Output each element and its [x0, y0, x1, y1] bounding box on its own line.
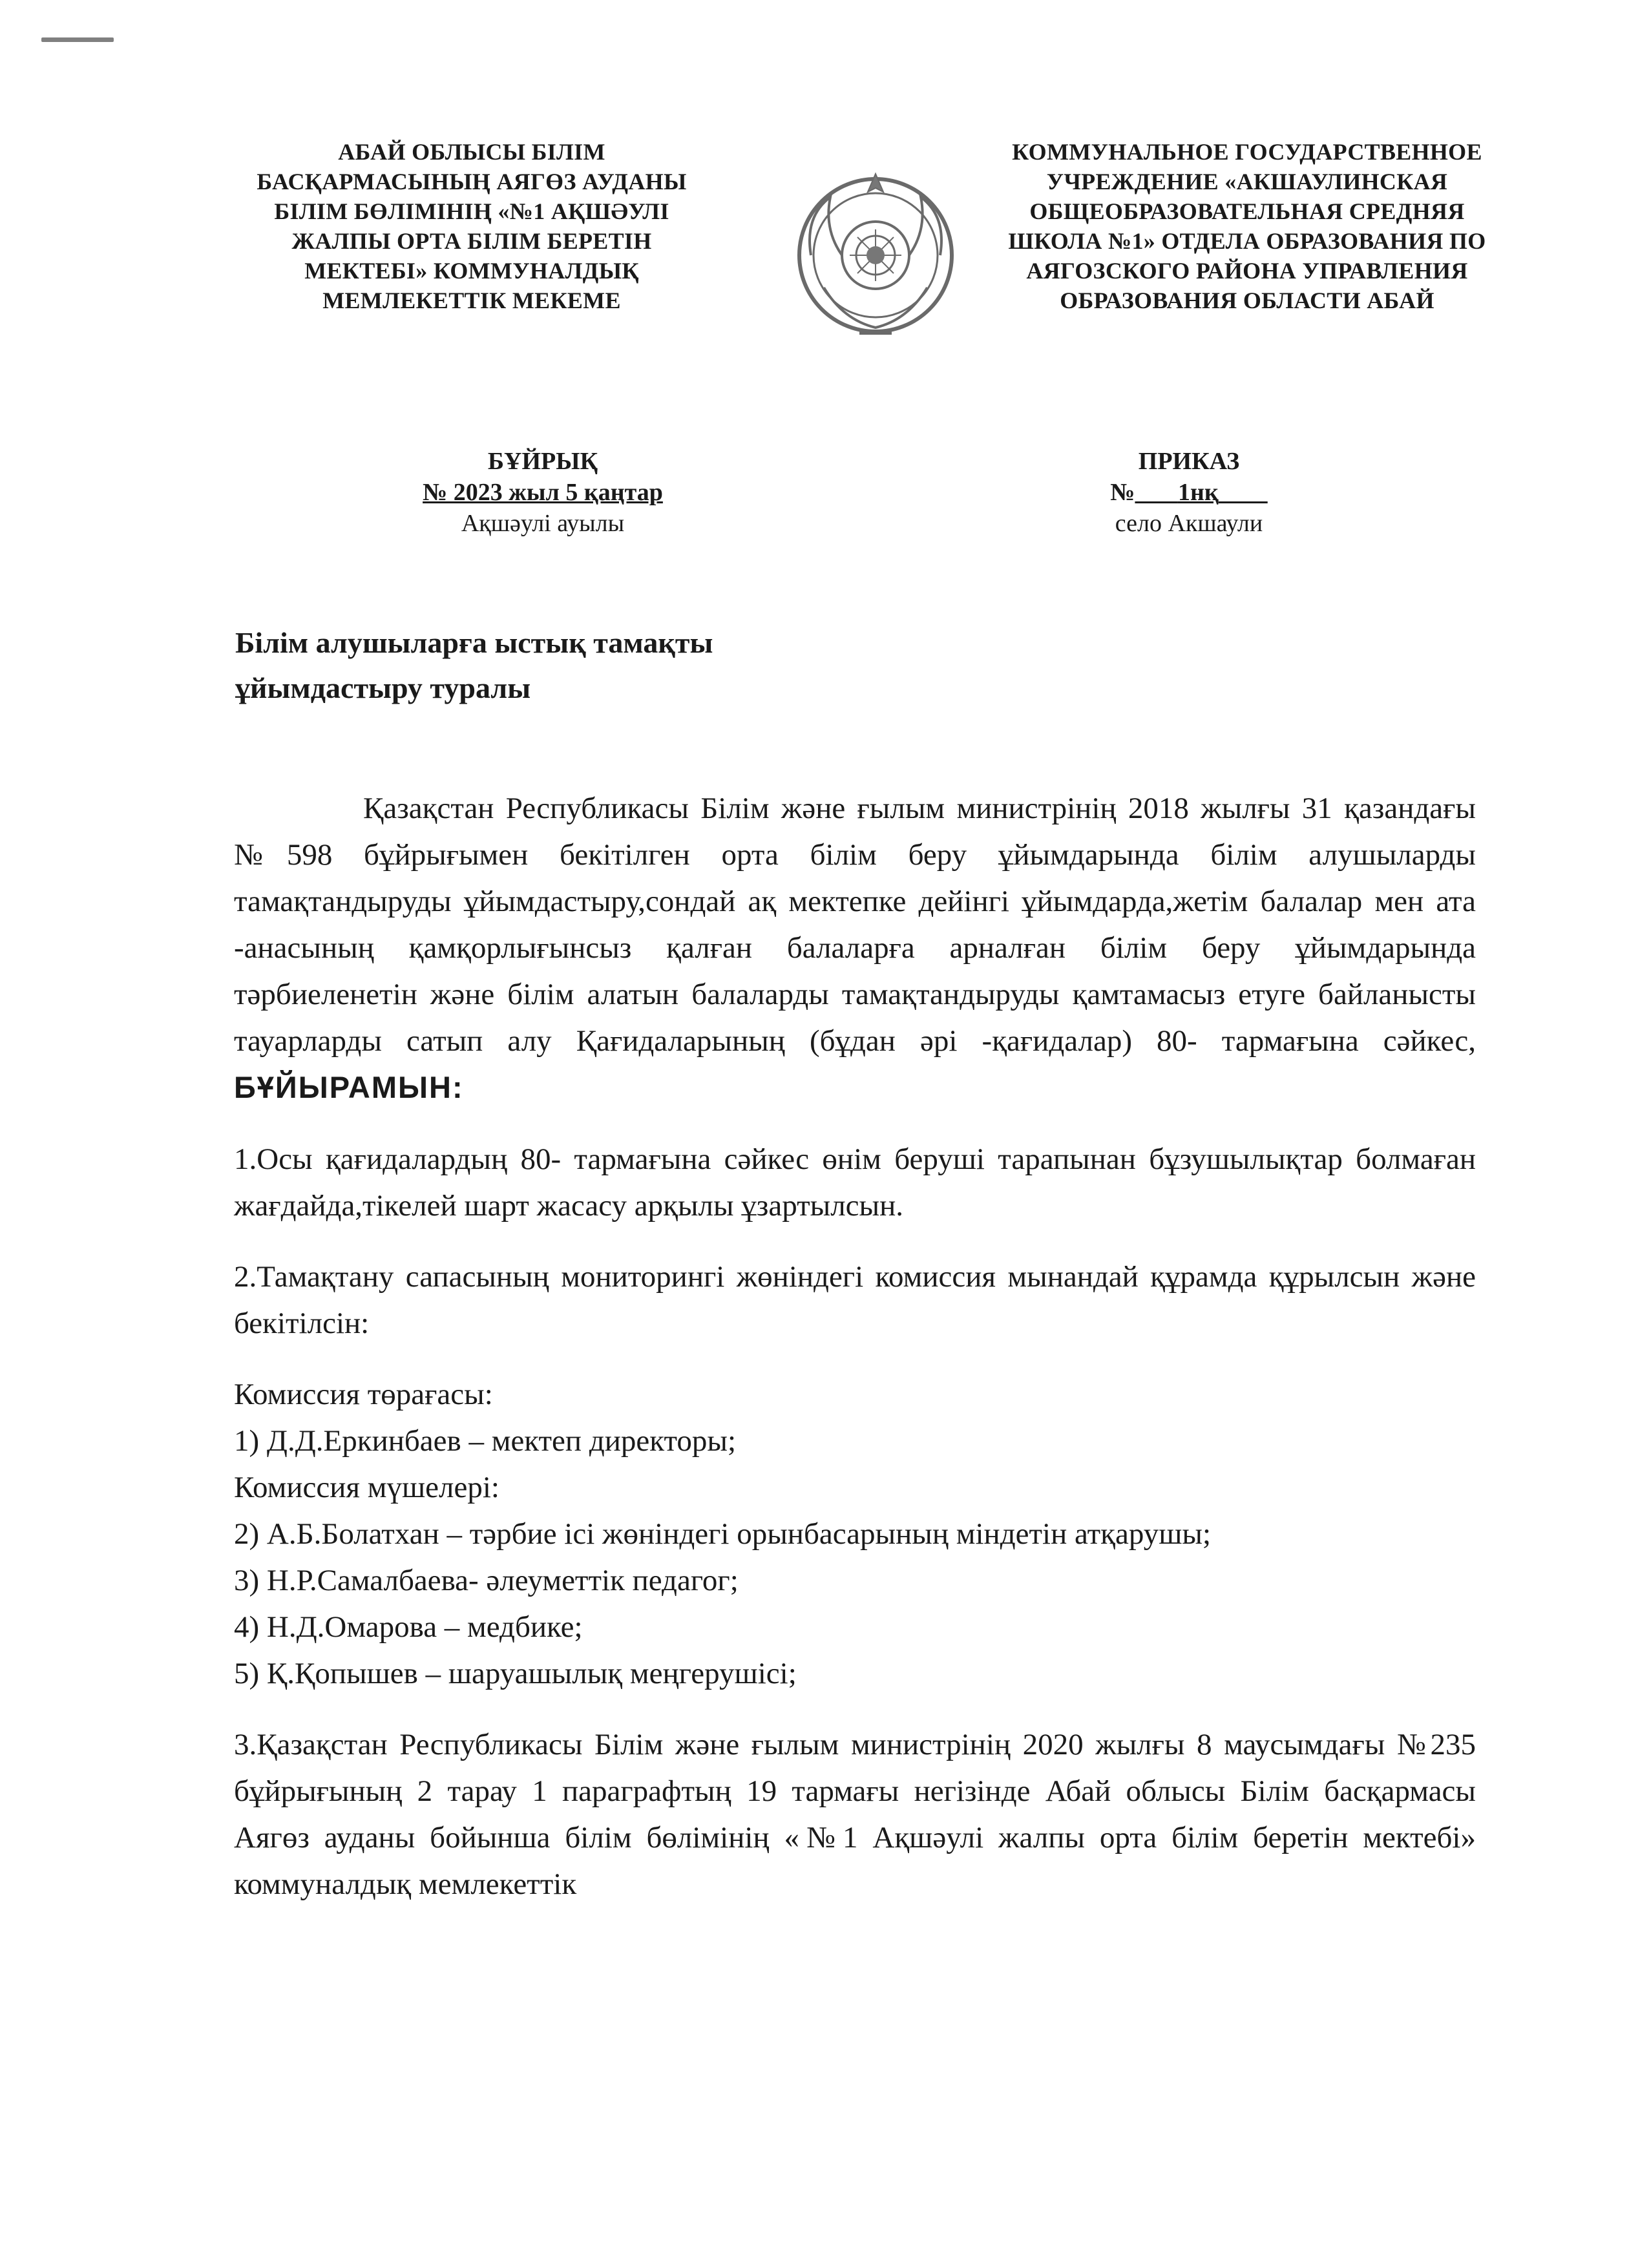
- document-title-line: Білім алушыларға ыстық тамақты: [235, 626, 713, 659]
- commission-member: 2) А.Б.Болатхан – тәрбие ісі жөніндегі орынбасарының міндетін атқарушы;: [234, 1517, 1212, 1551]
- intro-paragraph: [234, 785, 1476, 1111]
- header-left-line: ЖАЛПЫ ОРТА БІЛІМ БЕРЕТІН: [291, 228, 652, 254]
- order-number-prefix: №: [1110, 479, 1135, 506]
- header-right-line: КОММУНАЛЬНОЕ ГОСУДАРСТВЕННОЕ: [1012, 139, 1482, 165]
- header-right-line: УЧРЕЖДЕНИЕ «АКШАУЛИНСКАЯ: [1046, 169, 1448, 194]
- header-left-line: МЕКТЕБІ» КОММУНАЛДЫҚ: [304, 258, 639, 284]
- commission-chair-label: Комиссия төрағасы:: [234, 1378, 493, 1411]
- order-number: [1027, 477, 1350, 508]
- order-title: БҰЙРЫҚ: [487, 448, 598, 475]
- header-left-line: АБАЙ ОБЛЫСЫ БІЛІМ: [338, 139, 605, 165]
- header-left-line: МЕМЛЕКЕТТІК МЕКЕМЕ: [322, 288, 621, 313]
- order-number-text: 1нқ: [1177, 479, 1219, 506]
- intro-text: Қазақстан Республикасы Білім және ғылым министрінің 2018 жылғы 31 қазандағы №598 бұйрығымен бекітілген орта білім беру ұйымдарында білім алушыларды тамақтандыруды ұйымдастыру,сондай ақ мектепке дейінгі ұйымдарда,жетім балалар мен ата -анасының қамқорлығынсыз қалған балаларға арналған білім беру ұйымдарында тәрбиеленетін және білім алатын балаларды тамақтандыруды қамтамасыз етуге байланысты тауарларды сатып алу Қағидаларының (бұдан әрі -қағидалар) 80- тармағына сәйкес,: [234, 792, 1476, 1058]
- order-block-russian: [1027, 446, 1350, 539]
- scan-artifact: [41, 37, 114, 42]
- order-place: село Акшаули: [1115, 510, 1263, 537]
- decree-word: БҰЙЫРАМЫН:: [234, 1070, 464, 1104]
- header-right-line: ШКОЛА №1» ОТДЕЛА ОБРАЗОВАНИЯ ПО: [1008, 228, 1486, 254]
- header-kazakh-institution: [220, 137, 724, 315]
- commission-member: 5) Қ.Қопышев – шаруашылық меңгерушісі;: [234, 1657, 797, 1690]
- kazakhstan-state-emblem-icon: [785, 158, 966, 346]
- item-2-paragraph: 2.Тамақтану сапасының мониторингі жөніндегі комиссия мынандай құрамда құрылсын және бекітілсін:: [234, 1260, 1476, 1340]
- document-title: [235, 620, 1140, 711]
- order-number-value: [1135, 479, 1267, 506]
- header-russian-institution: [989, 137, 1506, 315]
- header-left-line: БАСҚАРМАСЫНЫҢ АЯГӨЗ АУДАНЫ: [257, 169, 687, 194]
- commission-members-label: Комиссия мүшелері:: [234, 1471, 499, 1504]
- header-right-line: АЯГОЗСКОГО РАЙОНА УПРАВЛЕНИЯ: [1026, 258, 1468, 284]
- item-3-paragraph: 3.Қазақстан Республикасы Білім және ғылым министрінің 2020 жылғы 8 маусымдағы №235 бұйрығының 2 тарау 1 параграфтың 19 тармағы негізінде Абай облысы Білім басқармасы Аягөз ауданы бойынша білім бөлімінің «№1 Ақшәулі жалпы орта білім беретін мектебі» коммуналдық мемлекеттік: [234, 1728, 1476, 1901]
- order-title: ПРИКАЗ: [1138, 448, 1240, 475]
- commission-member: 3) Н.Р.Самалбаева- әлеуметтік педагог;: [234, 1564, 739, 1597]
- document-body: [234, 785, 1476, 1907]
- order-place: Ақшәулі ауылы: [461, 510, 625, 537]
- commission-member: 4) Н.Д.Омарова – медбике;: [234, 1610, 583, 1644]
- document-title-line: ұйымдастыру туралы: [235, 671, 531, 704]
- item-1-paragraph: 1.Осы қағидалардың 80- тармағына сәйкес өнім беруші тарапынан бұзушылықтар болмаған жағдайда,тікелей шарт жасасу арқылы ұзартылсын.: [234, 1142, 1476, 1223]
- header-right-line: ОБРАЗОВАНИЯ ОБЛАСТИ АБАЙ: [1060, 288, 1434, 313]
- commission-chair: 1) Д.Д.Еркинбаев – мектеп директоры;: [234, 1424, 737, 1458]
- header-right-line: ОБЩЕОБРАЗОВАТЕЛЬНАЯ СРЕДНЯЯ: [1029, 198, 1465, 224]
- header-left-line: БІЛІМ БӨЛІМІНІҢ «№1 АҚШӘУЛІ: [274, 198, 669, 224]
- order-number-date: № 2023 жыл 5 қаңтар: [423, 479, 663, 506]
- order-block-kazakh: [349, 446, 737, 539]
- commission-list: [234, 1371, 1476, 1697]
